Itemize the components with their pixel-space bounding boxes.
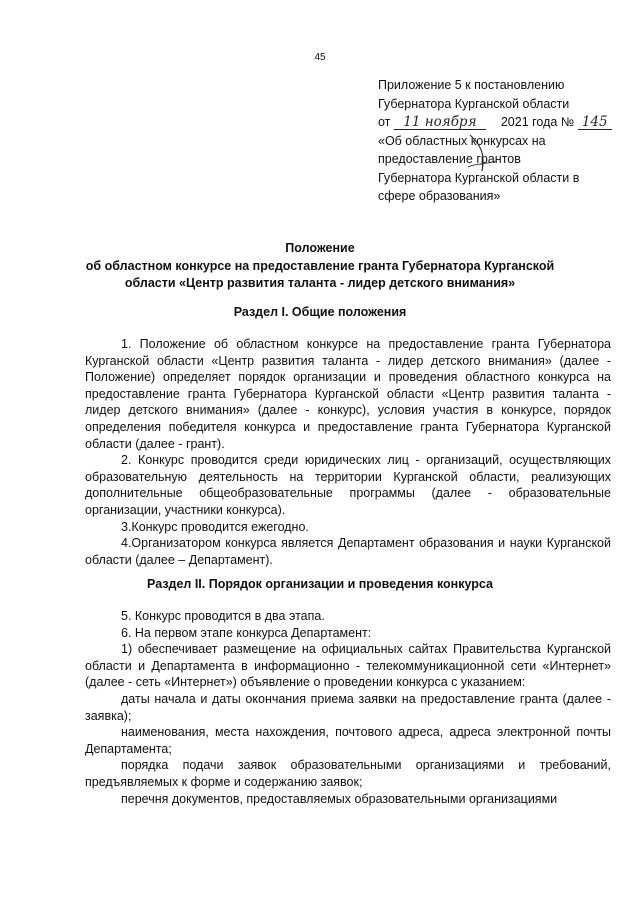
paragraph: порядка подачи заявок образовательными организациями и требований, предъявляемых к форме и содержанию заявок; — [85, 758, 611, 789]
title-line-2: об областном конкурсе на предоставление гранта Губернатора Курганской — [85, 258, 555, 273]
appendix-line-7: сфере образования» — [378, 189, 501, 203]
document-title — [40, 240, 600, 293]
paragraph: даты начала и даты окончания приема заявки на предоставление гранта (далее - заявка); — [85, 691, 611, 723]
section-1-body — [85, 336, 611, 568]
paragraph: 6. На первом этапе конкурса Департамент: — [121, 625, 372, 640]
page-number: 45 — [314, 52, 326, 63]
section-2-heading: Раздел II. Порядок организации и проведения конкурса — [147, 577, 493, 591]
section-2-body — [85, 608, 611, 807]
paragraph: 5. Конкурс проводится в два этапа. — [121, 609, 325, 623]
paragraph: перечня документов, предоставляемых образовательными организациями — [121, 791, 558, 806]
appendix-line-1: Приложение 5 к постановлению — [378, 78, 565, 92]
appendix-date-line — [378, 113, 618, 132]
appendix-line-2: Губернатора Курганской области — [378, 96, 570, 111]
section-1-heading: Раздел I. Общие положения — [233, 305, 407, 319]
handwritten-date: 11 ноября — [394, 115, 486, 130]
paragraph: 2. Конкурс проводится среди юридических лиц - организаций, осуществляющих образовательную деятельность на территории Курганской области, реализующих дополнительные общеобразовательные программы (далее - образовательные организации, участники конкурса). — [85, 453, 611, 517]
title-line-3: области «Центр развития таланта - лидер детского внимания» — [124, 276, 516, 290]
handwritten-number: 145 — [578, 115, 612, 130]
appendix-line-6: Губернатора Курганской области в — [378, 170, 580, 185]
paragraph: 1. Положение об областном конкурсе на предоставление гранта Губернатора Курганской области «Центр развития таланта - лидер детского внимания» (далее - Положение) определяет порядок организации и проведения областного конкурса на предоставление гранта Губернатора Курганской области «Центр развития таланта - лидер детского внимания» (далее - конкурс), условия участия в конкурсе, порядок определения победителя конкурса и предоставление гранта Губернатора Курганской области (далее - грант). — [85, 337, 611, 451]
paragraph: 3.Конкурс проводится ежегодно. — [121, 519, 309, 534]
paragraph: 1) обеспечивает размещение на официальных сайтах Правительства Курганской области и Департамента в информационно - телекоммуникационной сети «Интернет» (далее - сеть «Интернет») объявление о проведении конкурса с указанием: — [85, 642, 611, 690]
appendix-line-5: предоставление грантов — [378, 152, 521, 166]
paragraph: наименования, места нахождения, почтового адреса, адреса электронной почты Департамента; — [85, 725, 611, 756]
paragraph: 4.Организатором конкурса является Департамент образования и науки Курганской области (далее – Департамент). — [85, 536, 611, 567]
title-line-1: Положение — [285, 241, 355, 255]
from-label: от — [378, 115, 391, 129]
handwritten-signature-stroke — [466, 133, 500, 173]
year-label: 2021 года № — [500, 115, 575, 129]
appendix-line-4: «Об областных конкурсах на — [378, 133, 546, 148]
